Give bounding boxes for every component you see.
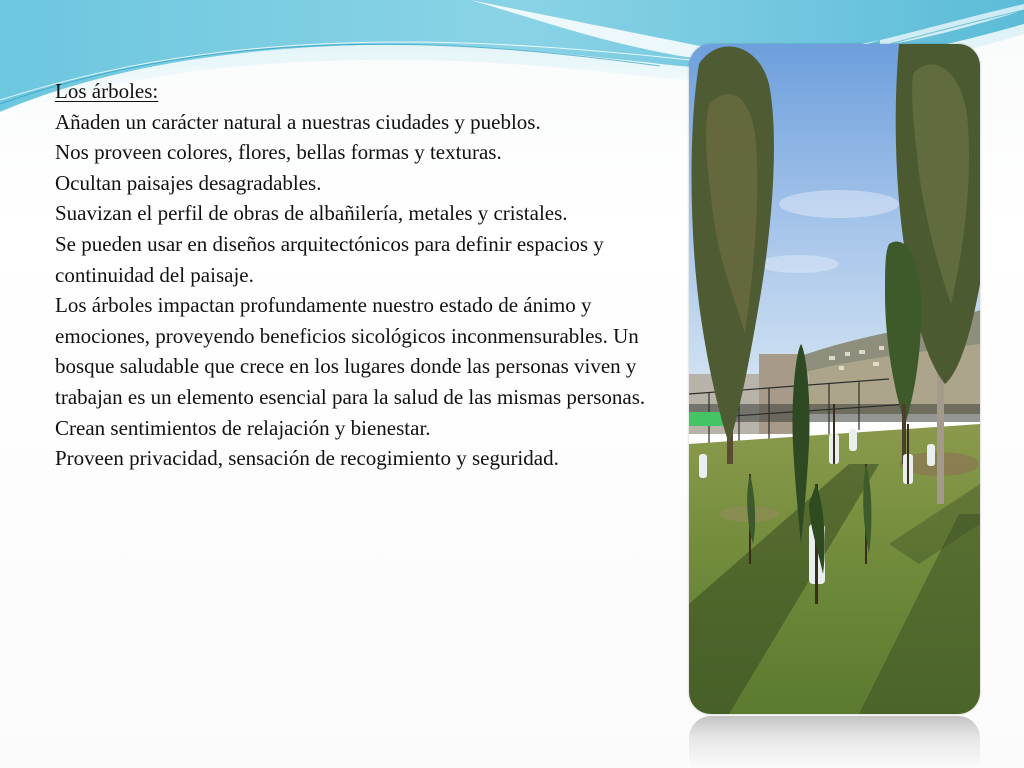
slide-body-text [55, 76, 667, 474]
photo-reflection [689, 716, 980, 768]
paragraph: Se pueden usar en diseños arquitectónicos para definir espacios y continuidad del paisaje. [55, 231, 604, 287]
paragraph: Proveen privacidad, sensación de recogimiento y seguridad. [55, 446, 559, 471]
slide-heading: Los árboles: [55, 79, 159, 103]
paragraph: Crean sentimientos de relajación y bienestar. [55, 415, 431, 440]
paragraph: Suavizan el perfil de obras de albañilería, metales y cristales. [55, 201, 568, 226]
park-trees-photo [689, 44, 980, 714]
paragraph: Los árboles impactan profundamente nuestro estado de ánimo y emociones, proveyendo beneficios sicológicos inconmensurables. Un bosque saludable que crece en los lugares donde las personas viven y trabajan es un elemento esencial para la salud de las mismas personas. [55, 293, 646, 409]
park-illustration [689, 44, 980, 714]
paragraph: Ocultan paisajes desagradables. [55, 170, 322, 195]
paragraph: Añaden un carácter natural a nuestras ciudades y pueblos. [55, 109, 541, 134]
paragraph: Nos proveen colores, flores, bellas formas y texturas. [55, 140, 502, 165]
